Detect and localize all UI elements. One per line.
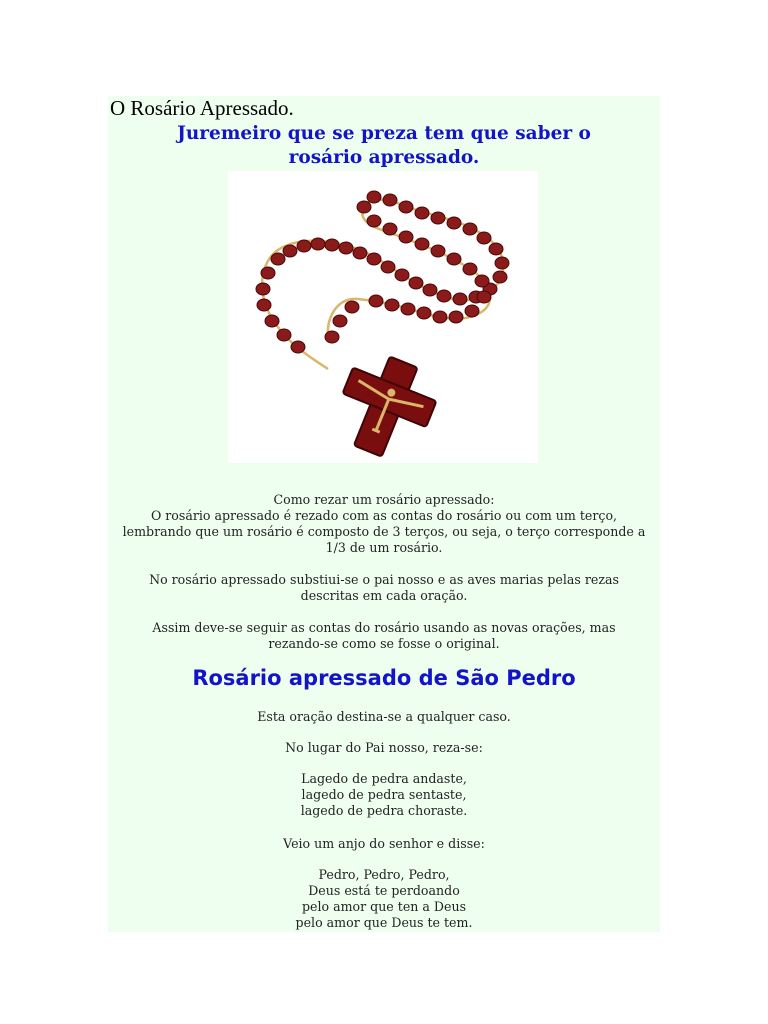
angel-line: Veio um anjo do senhor e disse: (283, 836, 485, 851)
paragraph-3-line-2: rezando-se como se fosse o original. (268, 636, 500, 651)
section-title: Rosário apressado de São Pedro (192, 666, 576, 690)
verse-2 (108, 867, 660, 931)
verse-1-line-3: lagedo de pedra choraste. (300, 803, 468, 818)
document-panel (108, 96, 660, 932)
intro-line-3: lembrando que um rosário é composto de 3 terços, ou seja, o terço corresponde a (122, 524, 646, 539)
paragraph-2-line-2: descritas em cada oração. (300, 588, 468, 603)
verse-1 (108, 771, 660, 819)
intro-line-1: Como rezar um rosário apressado: (273, 492, 495, 507)
verse-2-line-1: Pedro, Pedro, Pedro, (318, 867, 450, 882)
verse-2-line-3: pelo amor que ten a Deus (301, 899, 467, 914)
instruction-line: No lugar do Pai nosso, reza-se: (285, 740, 483, 755)
intro-line-4: 1/3 de um rosário. (325, 540, 443, 555)
headline-line-2: rosário apressado. (288, 147, 480, 168)
verse-1-line-1: Lagedo de pedra andaste, (301, 771, 467, 786)
case-line: Esta oração destina-se a qualquer caso. (257, 709, 511, 724)
rosary-illustration (228, 171, 538, 463)
document-title: O Rosário Apressado. (110, 96, 294, 120)
verse-2-line-4: pelo amor que Deus te tem. (295, 915, 473, 930)
verse-2-line-2: Deus está te perdoando (308, 883, 460, 898)
headline-line-1: Juremeiro que se preza tem que saber o (177, 123, 591, 144)
intro-line-2: O rosário apressado é rezado com as contas do rosário ou com um terço, (150, 508, 618, 523)
intro-paragraph (108, 492, 660, 556)
headline (108, 122, 660, 170)
verse-1-line-2: lagedo de pedra sentaste, (301, 787, 467, 802)
paragraph-3-line-1: Assim deve-se seguir as contas do rosário usando as novas orações, mas (152, 620, 616, 635)
paragraph-3 (108, 620, 660, 652)
rosary-image (228, 171, 538, 463)
crucifix-icon (326, 345, 445, 463)
paragraph-2-line-1: No rosário apressado substiui-se o pai nosso e as aves marias pelas rezas (149, 572, 619, 587)
paragraph-2 (108, 572, 660, 604)
